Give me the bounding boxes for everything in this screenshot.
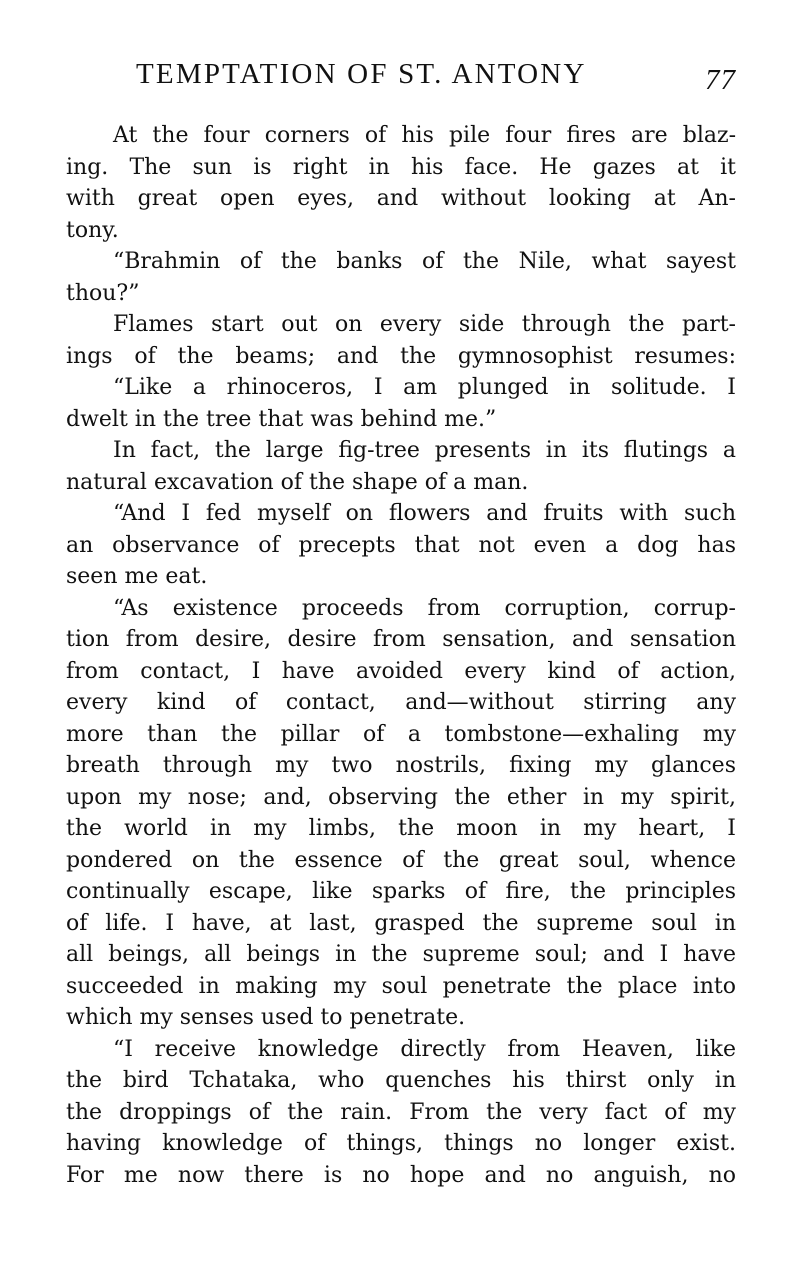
text-line: all beings, all beings in the supreme soul; and I have [66, 942, 736, 967]
text-line: which my senses used to penetrate. [66, 1005, 466, 1030]
text-line: succeeded in making my soul penetrate the place into [66, 973, 736, 999]
running-title: TEMPTATION OF ST. ANTONY [136, 58, 587, 90]
page-number: 77 [705, 64, 736, 96]
text-line: the bird Tchataka, who quenches his thirst only in [66, 1068, 736, 1093]
text-line: At the four corners of his pile four fires are blaz- [113, 123, 736, 148]
text-line: tony. [66, 217, 119, 243]
text-line: seen me eat. [66, 564, 208, 589]
text-line: breath through my two nostrils, fixing my glances [66, 753, 736, 778]
text-line: with great open eyes, and without looking at An- [66, 186, 736, 211]
text-line: an observance of precepts that not even a dog has [66, 532, 736, 558]
text-line: from contact, I have avoided every kind of action, [66, 658, 736, 684]
text-line: every kind of contact, and—without stirring any [66, 690, 736, 715]
text-line: of life. I have, at last, grasped the supreme soul in [66, 910, 736, 936]
text-line: Flames start out on every side through the part- [113, 312, 736, 337]
text-line: For me now there is no hope and no anguish, no [66, 1162, 736, 1188]
text-line: natural excavation of the shape of a man. [66, 469, 529, 495]
text-line: tion from desire, desire from sensation, and sensation [66, 627, 736, 652]
text-line: the droppings of the rain. From the very fact of my [66, 1099, 736, 1125]
text-line: In fact, the large fig-tree presents in its flutings a [113, 438, 736, 463]
text-line: continually escape, like sparks of fire, the principles [66, 879, 736, 904]
text-line: pondered on the essence of the great soul, whence [66, 847, 736, 873]
text-line: the world in my limbs, the moon in my heart, I [66, 816, 736, 841]
body-text [66, 120, 736, 1191]
text-line: having knowledge of things, things no longer exist. [66, 1131, 736, 1156]
page-header [66, 58, 736, 98]
text-line: “I receive knowledge directly from Heaven, like [113, 1036, 736, 1062]
text-line: dwelt in the tree that was behind me.” [66, 406, 497, 432]
text-line: “Brahmin of the banks of the Nile, what sayest [113, 249, 736, 274]
text-line: “Like a rhinoceros, I am plunged in solitude. I [113, 375, 736, 400]
text-line: thou?” [66, 280, 140, 306]
text-line: ings of the beams; and the gymnosophist resumes: [66, 343, 736, 369]
text-line: “As existence proceeds from corruption, corrup- [113, 595, 736, 621]
text-line: “And I fed myself on flowers and fruits with such [113, 501, 736, 526]
text-line: more than the pillar of a tombstone—exhaling my [66, 721, 736, 747]
text-line: upon my nose; and, observing the ether in my spirit, [66, 784, 736, 810]
text-line: ing. The sun is right in his face. He gazes at it [66, 154, 736, 180]
